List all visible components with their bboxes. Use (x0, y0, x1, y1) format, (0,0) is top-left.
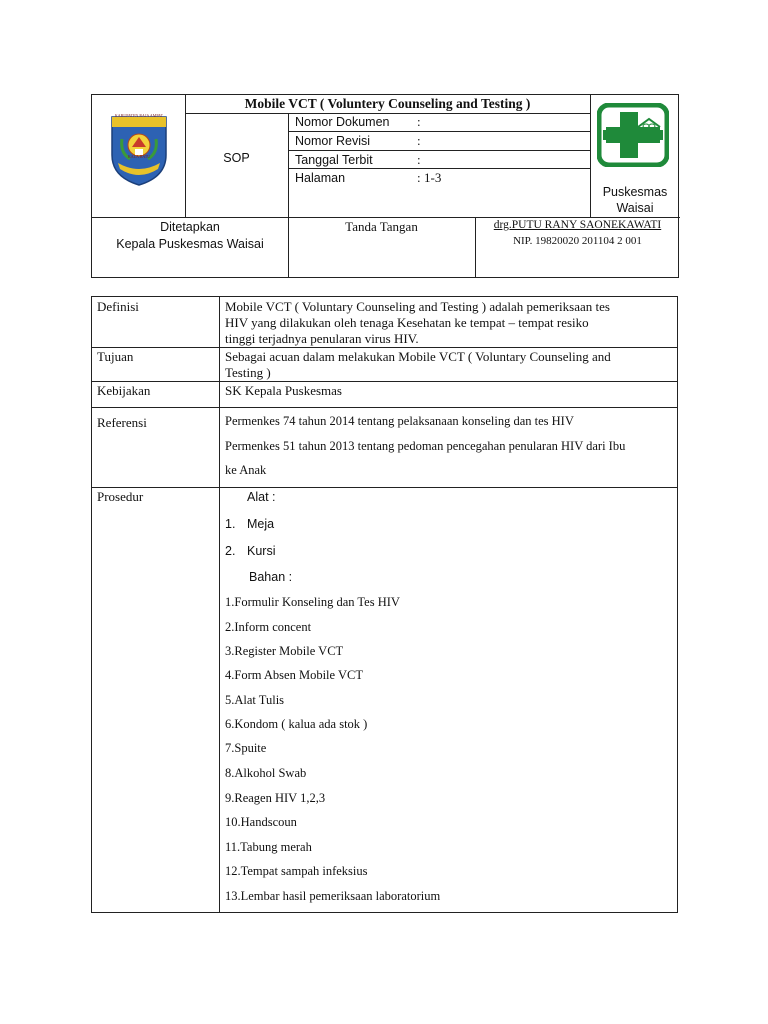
bahan-item: 10.Handscoun (225, 815, 297, 829)
divider (288, 113, 289, 278)
org-name-line2: Waisai (616, 201, 654, 215)
divider (92, 487, 677, 488)
ditetapkan-label: Ditetapkan (160, 220, 220, 234)
bahan-item: 7.Spuite (225, 741, 267, 755)
bahan-item: 8.Alkohol Swab (225, 766, 307, 780)
header-table (91, 94, 679, 278)
field-label-nomor-dokumen: Nomor Dokumen (295, 115, 390, 129)
emblem-top-text: KABUPATEN RAJA AMPAT (114, 113, 164, 118)
sop-label: SOP (223, 151, 250, 165)
bahan-item: 12.Tempat sampah infeksius (225, 864, 368, 878)
alat-item-text: Meja (247, 517, 275, 531)
bahan-item: 11.Tabung merah (225, 840, 312, 854)
divider (288, 150, 590, 151)
alat-item-text: Kursi (247, 544, 276, 558)
regency-emblem-icon (108, 111, 170, 187)
row-label-referensi: Referensi (97, 415, 147, 430)
kebijakan-text: SK Kepala Puskesmas (225, 383, 342, 398)
field-label-nomor-revisi: Nomor Revisi (295, 134, 371, 148)
signer-nip: NIP. 19820020 201104 2 001 (513, 235, 642, 247)
alat-item-number: 1. (225, 517, 236, 531)
field-sep: : (417, 152, 421, 167)
row-label-prosedur: Prosedur (97, 489, 144, 504)
bahan-item: 4.Form Absen Mobile VCT (225, 668, 363, 682)
document-title: Mobile VCT ( Voluntery Counseling and Testing ) (244, 96, 531, 111)
referensi-line: Permenkes 74 tahun 2014 tentang pelaksanaan konseling dan tes HIV (225, 414, 574, 428)
tujuan-line: Testing ) (225, 365, 271, 380)
bahan-item: 6.Kondom ( kalua ada stok ) (225, 717, 368, 731)
definisi-line: Mobile VCT ( Voluntary Counseling and Testing ) adalah pemeriksaan tes (225, 299, 610, 314)
definisi-line: HIV yang dilakukan oleh tenaga Kesehatan ke tempat – tempat resiko (225, 315, 589, 330)
field-value-halaman: 1-3 (424, 170, 442, 185)
divider (288, 168, 590, 169)
alat-item-number: 2. (225, 544, 236, 558)
emblem-bottom-text: KALA BATU (127, 154, 151, 159)
procedure-table (91, 296, 678, 913)
kepala-label: Kepala Puskesmas Waisai (116, 237, 264, 251)
tujuan-line: Sebagai acuan dalam melakukan Mobile VCT ( Voluntary Counseling and (225, 349, 611, 364)
divider (219, 297, 220, 912)
bahan-item: 2.Inform concent (225, 620, 312, 634)
divider (92, 381, 677, 382)
org-name-line1: Puskesmas (602, 185, 668, 199)
field-label-halaman: Halaman (295, 171, 346, 185)
row-label-definisi: Definisi (97, 299, 139, 314)
field-sep: : (417, 133, 421, 148)
bahan-item: 9.Reagen HIV 1,2,3 (225, 791, 326, 805)
referensi-line: Permenkes 51 tahun 2013 tentang pedoman pencegahan penularan HIV dari Ibu (225, 439, 626, 453)
referensi-line: ke Anak (225, 463, 267, 477)
puskesmas-logo-icon (597, 103, 669, 167)
bahan-heading: Bahan : (249, 570, 293, 584)
signer-name: drg.PUTU RANY SAONEKAWATI (493, 219, 662, 231)
field-label-tanggal-terbit: Tanggal Terbit (295, 153, 373, 167)
divider (92, 347, 677, 348)
alat-heading: Alat : (247, 490, 276, 504)
row-label-kebijakan: Kebijakan (97, 383, 151, 398)
bahan-item: 1.Formulir Konseling dan Tes HIV (225, 595, 400, 609)
row-label-tujuan: Tujuan (97, 349, 134, 364)
tanda-tangan-label: Tanda Tangan (345, 219, 418, 234)
bahan-item: 13.Lembar hasil pemeriksaan laboratorium (225, 889, 441, 903)
bahan-item: 3.Register Mobile VCT (225, 644, 344, 658)
divider (92, 407, 677, 408)
definisi-line: tinggi terjadnya penularan virus HIV. (225, 331, 419, 346)
field-sep: : (417, 170, 421, 185)
bahan-item: 5.Alat Tulis (225, 693, 285, 707)
field-sep: : (417, 114, 421, 129)
divider (288, 131, 590, 132)
